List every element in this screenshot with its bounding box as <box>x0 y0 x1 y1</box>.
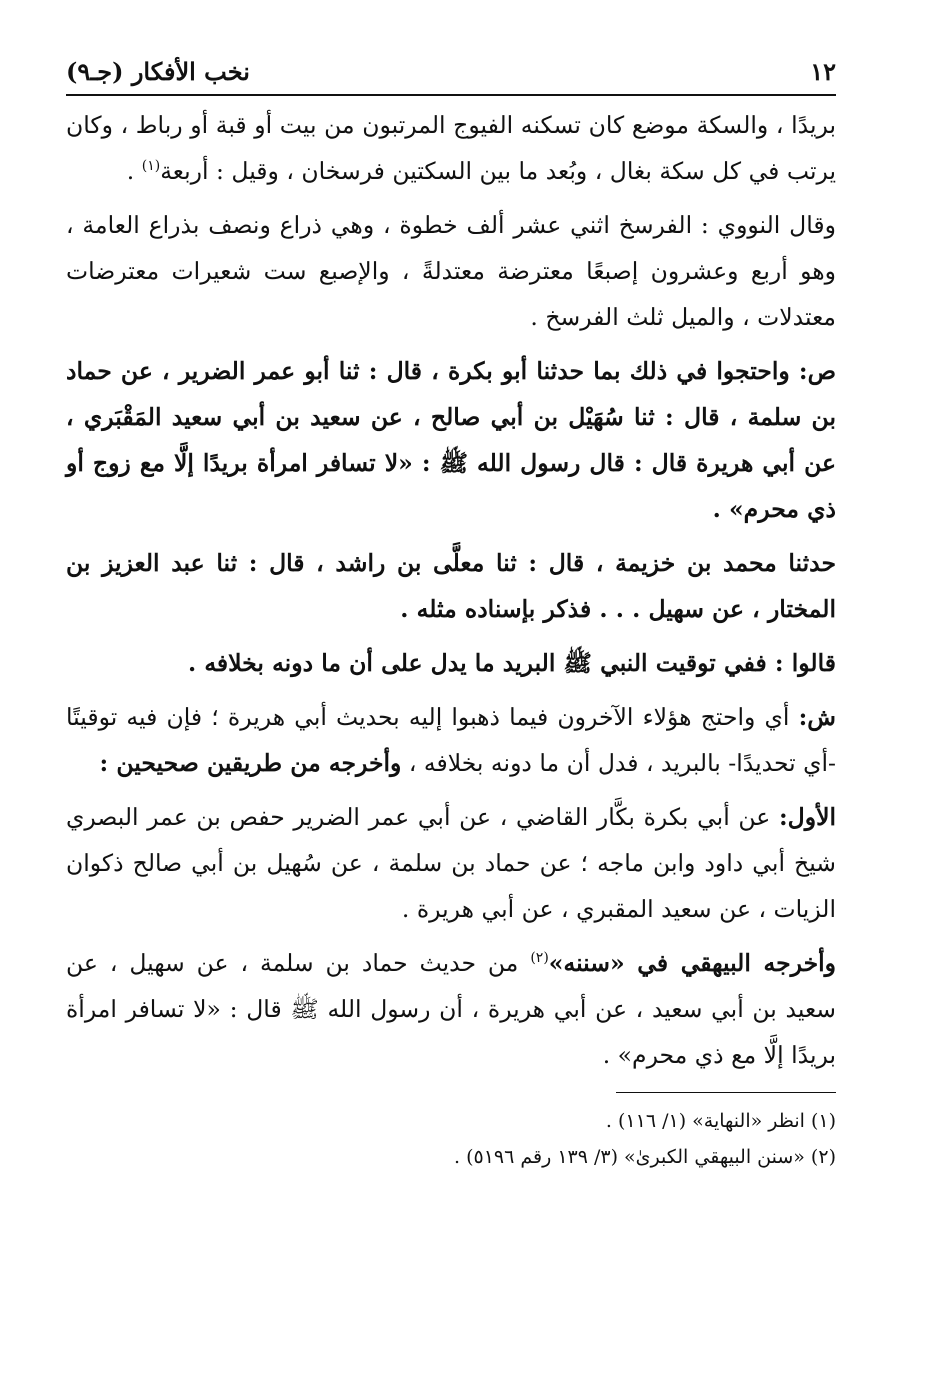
paragraph-1 <box>66 102 836 194</box>
sharh-marker: ش: <box>798 703 836 731</box>
paragraph-7 <box>66 794 836 932</box>
header-divider <box>66 94 836 96</box>
book-page <box>66 52 836 1175</box>
paragraph-text: وقال النووي : الفرسخ اثني عشر ألف خطوة ، وهي ذراع ونصف بذراع العامة ، وهو أربع وعشرون إصبعًا معترضة معتدلةً ، والإصبع ست شعيرات معترضات معتدلات ، والميل ثلث الفرسخ . <box>66 211 836 331</box>
main-text <box>66 102 836 1078</box>
matn-marker: ص: <box>798 357 836 385</box>
book-title: نخب الأفكار (جـ٩) <box>66 57 250 86</box>
paragraph-6-sharh <box>66 694 836 786</box>
paragraph-tail: . <box>126 157 142 185</box>
paragraph-text: بريدًا ، والسكة موضع كان تسكنه الفيوج المرتبون من بيت أو قبة أو رباط ، وكان يرتب في كل سكة بغال ، وبُعد ما بين السكتين فرسخان ، وقيل : أربعة <box>66 111 836 185</box>
paragraph-text: أي واحتج هؤلاء الآخرون فيما ذهبوا إليه بحديث أبي هريرة ؛ فإن فيه توقيتًا -أي تحديدًا- بالبريد ، فدل أن ما دونه بخلافه ، <box>66 703 836 777</box>
footnote-2: (٢) «سنن البيهقي الكبرىٰ» (٣/ ١٣٩ رقم ٥١٩٦) . <box>454 1146 836 1168</box>
paragraph-text: حدثنا محمد بن خزيمة ، قال : ثنا معلَّى بن راشد ، قال : ثنا عبد العزيز بن المختار ، عن سهيل . . . فذكر بإسناده مثله . <box>66 549 836 623</box>
footnote-divider <box>616 1092 836 1093</box>
paragraph-text: من حديث حماد بن سلمة ، عن سهيل ، عن سعيد بن أبي سعيد ، عن أبي هريرة ، أن رسول الله ﷺ قال : «لا تسافر امرأة بريدًا إلَّا مع ذي محرم» . <box>66 949 836 1069</box>
footnote-1: (١) انظر «النهاية» (١/ ١١٦) . <box>605 1110 836 1132</box>
bayhaqi-lead: وأخرجه البيهقي في «سننه» <box>548 949 836 977</box>
footnote-marker-1[interactable]: (١) <box>141 158 161 175</box>
paragraph-5 <box>66 640 836 686</box>
paragraph-text: واحتجوا في ذلك بما حدثنا أبو بكرة ، قال : ثنا أبو عمر الضرير ، عن حماد بن سلمة ، قال : ثنا سُهَيْل بن أبي صالح ، عن سعيد بن أبي سعيد المَقْبَري ، عن أبي هريرة قال : قال رسول الله ﷺ : «لا تسافر امرأة بريدًا إلَّا مع زوج أو ذي محرم» . <box>66 357 836 523</box>
first-route-marker: الأول: <box>778 803 836 831</box>
paragraph-8 <box>66 940 836 1078</box>
paragraph-emphasis: وأخرجه من طريقين صحيحين : <box>99 749 402 777</box>
footnote-marker-2[interactable]: (٢) <box>530 950 549 967</box>
paragraph-2 <box>66 202 836 340</box>
paragraph-text: عن أبي بكرة بكَّار القاضي ، عن أبي عمر الضرير حفص بن عمر البصري شيخ أبي داود وابن ماجه ؛ عن حماد بن سلمة ، عن سُهيل بن أبي صالح ذكوان الزيات ، عن سعيد المقبري ، عن أبي هريرة . <box>66 803 836 923</box>
page-header <box>66 52 836 92</box>
paragraph-3-matn <box>66 348 836 532</box>
paragraph-text: قالوا : ففي توقيت النبي ﷺ البريد ما يدل على أن ما دونه بخلافه . <box>187 649 836 677</box>
paragraph-4 <box>66 540 836 632</box>
page-number: ١٢ <box>810 57 836 86</box>
footnotes <box>66 1103 836 1175</box>
